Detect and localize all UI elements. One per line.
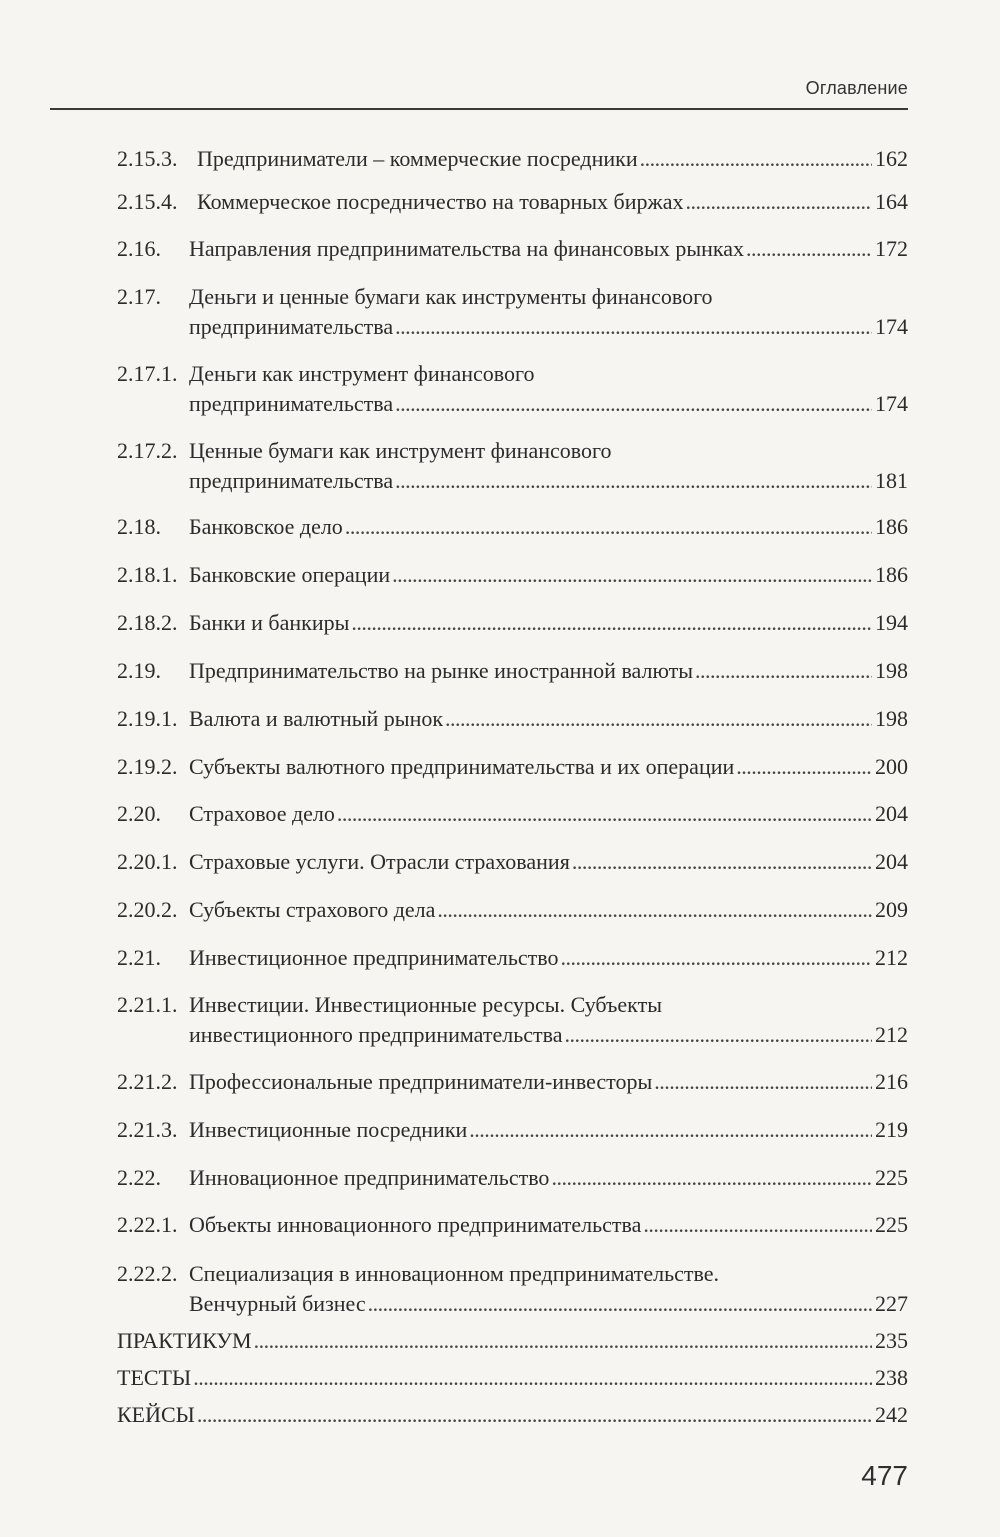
toc-entry xyxy=(117,282,908,342)
toc-entry-page: 212 xyxy=(875,945,908,970)
toc-entry-title: Банковское дело xyxy=(189,514,343,539)
toc-entry xyxy=(117,799,908,829)
toc-leader xyxy=(395,389,872,419)
toc-entry-page: 209 xyxy=(875,897,908,922)
toc-leader xyxy=(351,608,872,638)
toc-entry xyxy=(117,990,908,1050)
toc-entry xyxy=(117,1210,908,1240)
page-number: 477 xyxy=(861,1460,908,1491)
toc-leader xyxy=(654,1067,872,1097)
toc-leader xyxy=(445,704,872,734)
toc-entry-title: Инновационное предпринимательство xyxy=(189,1165,550,1190)
toc-entry-page: 235 xyxy=(875,1328,908,1353)
toc-leader xyxy=(337,799,872,829)
toc-leader xyxy=(685,187,872,217)
toc-entry-title: Инвестиционное предпринимательство xyxy=(189,945,559,970)
toc-entry-page: 200 xyxy=(875,754,908,779)
toc-entry-number: 2.17.1. xyxy=(117,361,178,386)
toc-entry-page: 204 xyxy=(875,801,908,826)
toc-entry xyxy=(117,234,908,264)
toc-entry-page: 198 xyxy=(875,658,908,683)
toc-entry-number: 2.22. xyxy=(117,1165,161,1190)
toc-entry-page: 194 xyxy=(875,610,908,635)
toc-entry-number: 2.22.1. xyxy=(117,1212,178,1237)
toc-entry xyxy=(117,1400,908,1430)
toc-entry-title: Деньги как инструмент финансового xyxy=(189,361,535,386)
toc-entry-number: 2.21.2. xyxy=(117,1069,178,1094)
toc-entry-title: Предприниматели – коммерческие посредники xyxy=(197,146,638,171)
toc-entry-number: 2.21.3. xyxy=(117,1117,178,1142)
toc-entry xyxy=(117,1115,908,1145)
toc-entry-number: 2.21.1. xyxy=(117,992,178,1017)
toc-entry-number: 2.20. xyxy=(117,801,161,826)
toc-entry-number: 2.19. xyxy=(117,658,161,683)
toc-entry-number: 2.20.1. xyxy=(117,849,178,874)
toc-entry-page: 186 xyxy=(875,562,908,587)
toc-entry-page: 225 xyxy=(875,1212,908,1237)
toc-entry-number: 2.18. xyxy=(117,514,161,539)
toc-entry xyxy=(117,187,908,217)
toc-entry-title: Инвестиции. Инвестиционные ресурсы. Субъекты xyxy=(189,992,662,1017)
toc-leader xyxy=(254,1326,872,1356)
toc-entry xyxy=(117,656,908,686)
toc-entry-page: 216 xyxy=(875,1069,908,1094)
toc-entry-page: 172 xyxy=(875,236,908,261)
toc-entry-title: Валюта и валютный рынок xyxy=(189,706,444,731)
toc-entry xyxy=(117,436,908,496)
toc-entry-number: 2.15.3. xyxy=(117,146,178,171)
toc-leader xyxy=(193,1363,872,1393)
toc-leader xyxy=(643,1210,872,1240)
toc-entry xyxy=(117,608,908,638)
toc-entry-page: 198 xyxy=(875,706,908,731)
toc-entry-title: Объекты инновационного предпринимательства xyxy=(189,1212,642,1237)
toc-entry xyxy=(117,560,908,590)
toc-entry-number: 2.19.1. xyxy=(117,706,178,731)
toc-entry-page: 219 xyxy=(875,1117,908,1142)
toc-leader xyxy=(572,847,872,877)
toc-entry xyxy=(117,943,908,973)
toc-entry-number: 2.17.2. xyxy=(117,438,178,463)
toc-entry-number: 2.18.1. xyxy=(117,562,178,587)
toc-entry-title-continued: предпринимательства xyxy=(189,468,394,493)
toc-entry-number: 2.20.2. xyxy=(117,897,178,922)
toc-entry-page: 225 xyxy=(875,1165,908,1190)
toc-entry xyxy=(117,1259,908,1319)
toc-entry-title: Банковские операции xyxy=(189,562,391,587)
toc-entry-title-continued: предпринимательства xyxy=(189,314,394,339)
toc-leader xyxy=(561,943,872,973)
toc-entry xyxy=(117,1067,908,1097)
toc-entry-page: 174 xyxy=(875,391,908,416)
toc-entry-title: Профессиональные предприниматели-инвесторы xyxy=(189,1069,653,1094)
toc-entry-title: КЕЙСЫ xyxy=(117,1402,195,1427)
toc-leader xyxy=(395,466,872,496)
toc-leader xyxy=(197,1400,872,1430)
toc-leader xyxy=(564,1020,872,1050)
toc-entry-page: 212 xyxy=(875,1022,908,1047)
toc-entry-title: Банки и банкиры xyxy=(189,610,350,635)
toc-entry-page: 227 xyxy=(875,1291,908,1316)
toc-entry-title: Страховые услуги. Отрасли страхования xyxy=(189,849,570,874)
toc-leader xyxy=(736,752,872,782)
toc-entry-page: 162 xyxy=(875,146,908,171)
toc-entry xyxy=(117,752,908,782)
toc-entry xyxy=(117,144,908,174)
toc-entry-title: Предпринимательство на рынке иностранной валюты xyxy=(189,658,694,683)
toc-entry xyxy=(117,359,908,419)
toc-entry-title-continued: инвестиционного предпринимательства xyxy=(189,1022,563,1047)
toc-leader xyxy=(469,1115,872,1145)
toc-entry-page: 204 xyxy=(875,849,908,874)
toc-entry-page: 181 xyxy=(875,468,908,493)
toc-leader xyxy=(640,144,872,174)
toc-entry-number: 2.15.4. xyxy=(117,189,178,214)
toc-entry-page: 186 xyxy=(875,514,908,539)
toc-entry xyxy=(117,1163,908,1193)
toc-leader xyxy=(392,560,872,590)
toc-entry xyxy=(117,847,908,877)
toc-entry-title: ТЕСТЫ xyxy=(117,1365,192,1390)
toc-leader xyxy=(437,895,872,925)
toc-entry-title: Субъекты валютного предпринимательства и их операции xyxy=(189,754,735,779)
toc-entry xyxy=(117,1326,908,1356)
toc-entry-page: 174 xyxy=(875,314,908,339)
toc-entry-page: 164 xyxy=(875,189,908,214)
toc-entry-page: 242 xyxy=(875,1402,908,1427)
toc-entry xyxy=(117,704,908,734)
toc-entry-title: Страховое дело xyxy=(189,801,335,826)
toc-leader xyxy=(551,1163,872,1193)
toc-entry xyxy=(117,895,908,925)
toc-entry-title-continued: предпринимательства xyxy=(189,391,394,416)
toc-entry-number: 2.21. xyxy=(117,945,161,970)
toc-entry-page: 238 xyxy=(875,1365,908,1390)
toc-entry-title: Ценные бумаги как инструмент финансового xyxy=(189,438,612,463)
toc-entry-title: Инвестиционные посредники xyxy=(189,1117,468,1142)
toc-entry xyxy=(117,512,908,542)
toc-leader xyxy=(345,512,872,542)
toc-entry-number: 2.19.2. xyxy=(117,754,178,779)
toc-leader xyxy=(695,656,872,686)
toc-entry-title-continued: Венчурный бизнес xyxy=(189,1291,366,1316)
toc-entry-number: 2.17. xyxy=(117,284,161,309)
toc-leader xyxy=(746,234,872,264)
running-header: Оглавление xyxy=(805,78,908,98)
toc-entry-title: Коммерческое посредничество на товарных биржах xyxy=(197,189,684,214)
toc-entry-title: ПРАКТИКУМ xyxy=(117,1328,252,1353)
toc-leader xyxy=(395,312,872,342)
toc-entry-title: Специализация в инновационном предпринимательстве. xyxy=(189,1261,720,1286)
toc-entry xyxy=(117,1363,908,1393)
toc-entry-title: Деньги и ценные бумаги как инструменты финансового xyxy=(189,284,713,309)
toc-entry-number: 2.16. xyxy=(117,236,161,261)
toc-entry-number: 2.22.2. xyxy=(117,1261,178,1286)
toc-leader xyxy=(368,1289,872,1319)
toc-entry-title: Направления предпринимательства на финансовых рынках xyxy=(189,236,745,261)
toc-entry-number: 2.18.2. xyxy=(117,610,178,635)
toc-entry-title: Субъекты страхового дела xyxy=(189,897,436,922)
